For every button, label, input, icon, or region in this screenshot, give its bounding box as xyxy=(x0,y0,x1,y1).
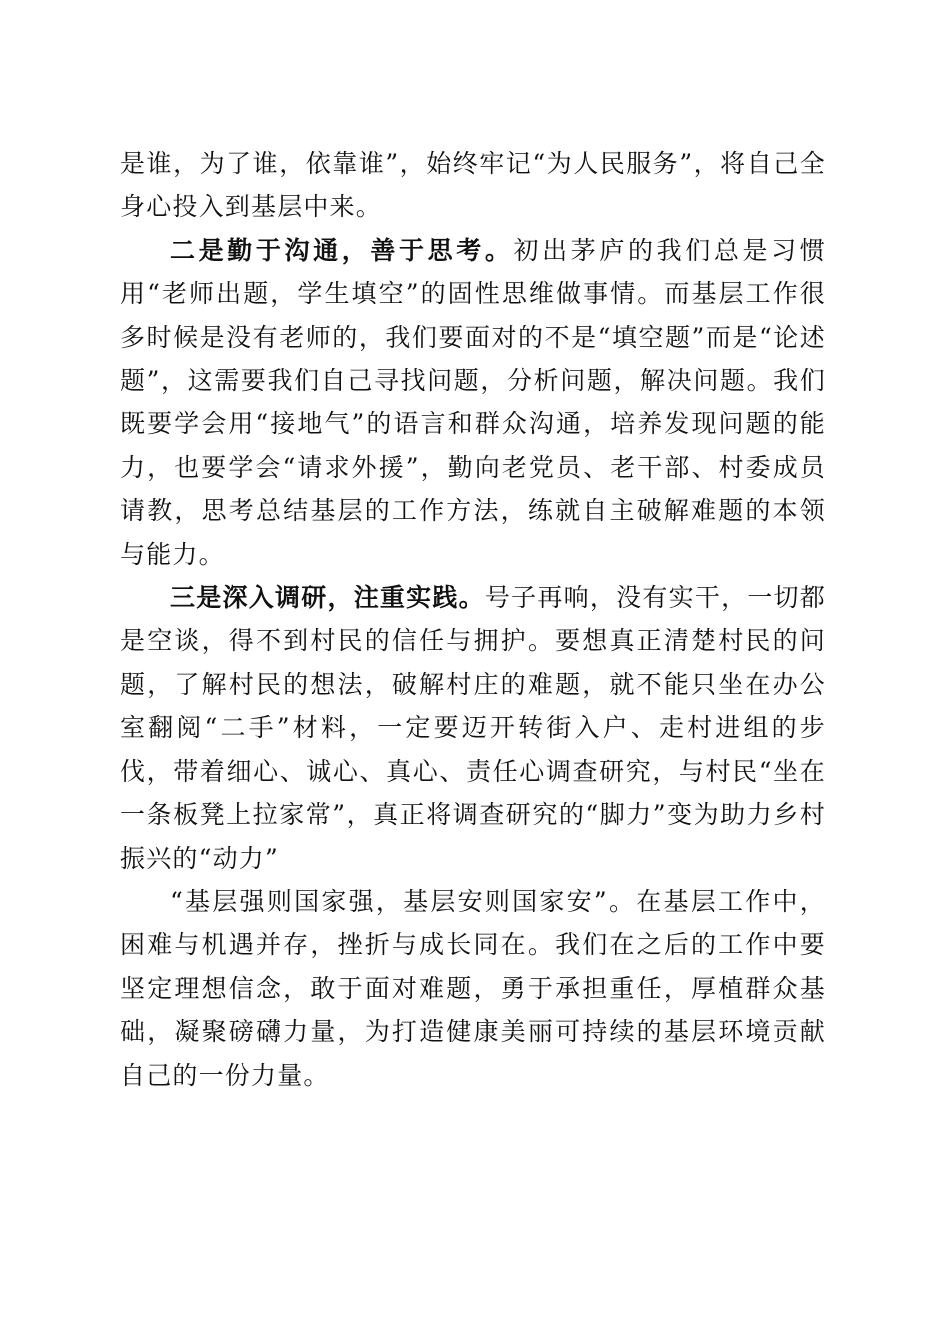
paragraph-lead-communication: 二是勤于沟通，善于思考。 xyxy=(170,235,514,265)
paragraph-body-research: 号子再响，没有实干，一切都是空谈，得不到村民的信任与拥护。要想真正清楚村民的问题，了解村民的想法，破解村庄的难题，就不能只坐在办公室翻阅“二手”材料，一定要迈开转街入户、走村进组的步伐，带着细心、诚心、真心、责任心调查研究，与村民“坐在一条板凳上拉家常”，真正将调查研究的“脚力”变为助力乡村振兴的“动力” xyxy=(120,583,826,873)
paragraph-body-communication: 初出茅庐的我们总是习惯用“老师出题，学生填空”的固性思维做事情。而基层工作很多时候是没有老师的，我们要面对的不是“填空题”而是“论述题”，这需要我们自己寻找问题，分析问题，解决问题。我们既要学会用“接地气”的语言和群众沟通，培养发现问题的能力，也要学会“请求外援”，勤向老党员、老干部、村委成员请教，思考总结基层的工作方法，练就自主破解难题的本领与能力。 xyxy=(120,235,827,569)
paragraph-communication xyxy=(120,229,826,576)
paragraph-lead-research: 三是深入调研，注重实践。 xyxy=(170,583,485,613)
paragraph-continuation: 是谁，为了谁，依靠谁”，始终牢记“为人民服务”，将自己全身心投入到基层中来。 xyxy=(120,149,826,222)
paragraph-research xyxy=(120,576,826,880)
paragraph-conclusion: “基层强则国家强，基层安则国家安”。在基层工作中，困难与机遇并存，挫折与成长同在。我们在之后的工作中要坚定理想信念，敢于面对难题，勇于承担重任，厚植群众基础，凝聚磅礴力量，为打造健康美丽可持续的基层环境贡献自己的一份力量。 xyxy=(120,886,826,1090)
document-page xyxy=(120,142,826,1097)
